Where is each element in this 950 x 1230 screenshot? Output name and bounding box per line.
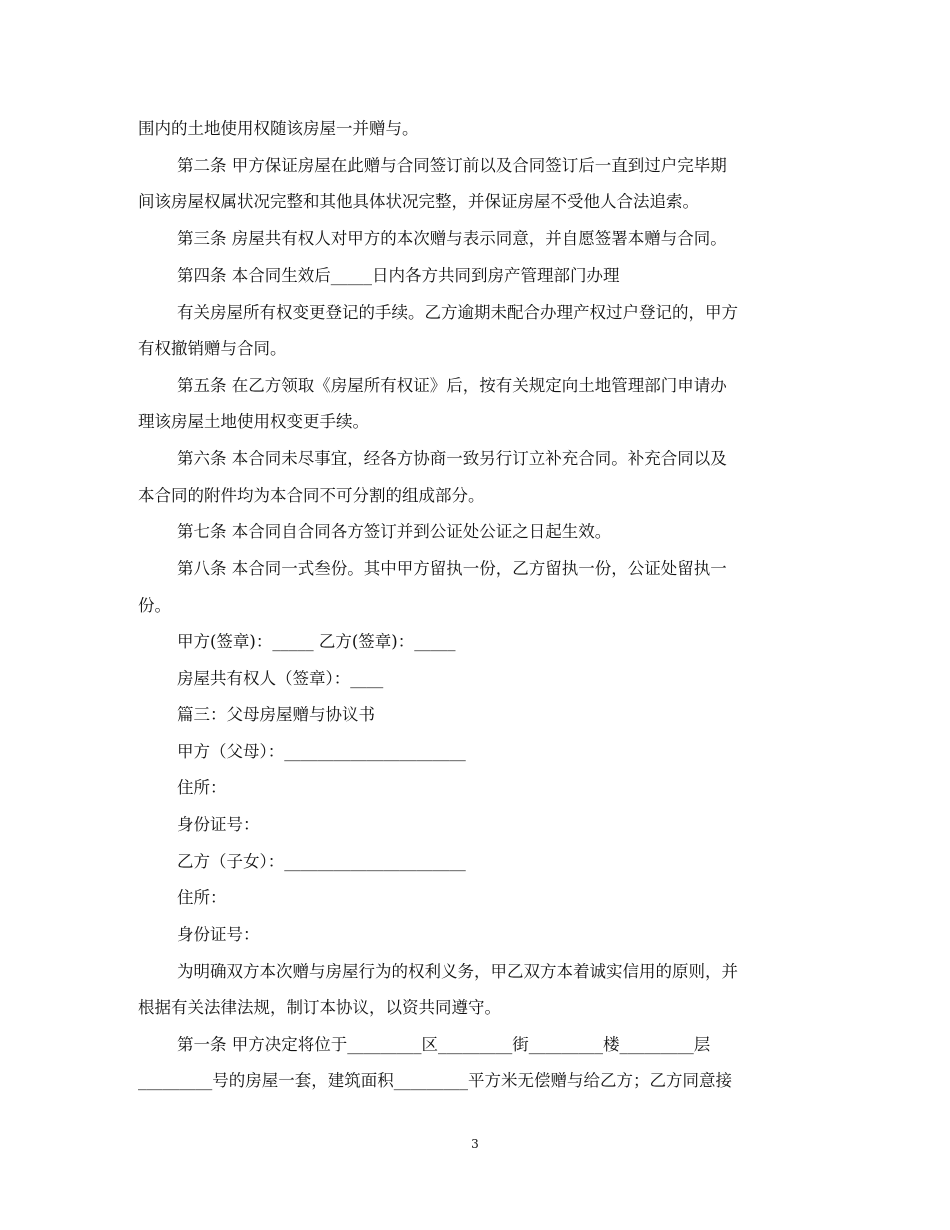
article-3-line: 第三条 房屋共有权人对甲方的本次赠与表示同意，并自愿签署本赠与合同。 bbox=[177, 229, 727, 248]
party-a-address-label: 住所： bbox=[177, 778, 227, 797]
co-owner-signature-line: 房屋共有权人（签章）：____ bbox=[177, 669, 384, 688]
preamble-line-1: 为明确双方本次赠与房屋行为的权利义务，甲乙双方本着诚实信用的原则，并 bbox=[177, 962, 738, 981]
article-5-line-2: 理该房屋土地使用权变更手续。 bbox=[138, 412, 369, 431]
preamble-line-2: 根据有关法律法规，制订本协议，以资共同遵守。 bbox=[138, 998, 501, 1017]
paragraph-line-1: 围内的土地使用权随该房屋一并赠与。 bbox=[138, 119, 419, 138]
party-b-field: 乙方（子女）：______________________ bbox=[177, 852, 466, 871]
agreement-article-1-line-2: _________号的房屋一套，建筑面积_________平方米无偿赠与给乙方；乙方同意接 bbox=[138, 1071, 732, 1090]
article-7-line: 第七条 本合同自合同各方签订并到公证处公证之日起生效。 bbox=[177, 522, 612, 541]
article-6-line-2: 本合同的附件均为本合同不可分割的组成部分。 bbox=[138, 486, 485, 505]
article-4-line-1: 第四条 本合同生效后_____日内各方共同到房产管理部门办理 bbox=[177, 266, 620, 285]
party-a-field: 甲方（父母）：______________________ bbox=[177, 742, 466, 761]
article-2-line-2: 间该房屋权属状况完整和其他具体状况完整，并保证房屋不受他人合法追索。 bbox=[138, 192, 699, 211]
article-5-line-1: 第五条 在乙方领取《房屋所有权证》后，按有关规定向土地管理部门申请办 bbox=[177, 376, 727, 395]
article-8-line-1: 第八条 本合同一式叁份。其中甲方留执一份，乙方留执一份，公证处留执一 bbox=[177, 559, 727, 578]
article-6-line-1: 第六条 本合同未尽事宜，经各方协商一致另行订立补充合同。补充合同以及 bbox=[177, 449, 727, 468]
article-4-line-2: 有关房屋所有权变更登记的手续。乙方逾期未配合办理产权过户登记的，甲方 bbox=[177, 303, 738, 322]
signature-line: 甲方(签章)：_____ 乙方(签章)：_____ bbox=[177, 632, 456, 651]
article-8-line-2: 份。 bbox=[138, 596, 171, 615]
agreement-article-1-line-1: 第一条 甲方决定将位于_________区_________街_________楼_________层 bbox=[177, 1035, 711, 1054]
party-a-id-label: 身份证号： bbox=[177, 815, 260, 834]
section-title: 篇三：父母房屋赠与协议书 bbox=[177, 705, 375, 724]
party-b-id-label: 身份证号： bbox=[177, 925, 260, 944]
article-2-line-1: 第二条 甲方保证房屋在此赠与合同签订前以及合同签订后一直到过户完毕期 bbox=[177, 156, 727, 175]
party-b-address-label: 住所： bbox=[177, 888, 227, 907]
article-4-line-3: 有权撤销赠与合同。 bbox=[138, 339, 287, 358]
page-number: 3 bbox=[471, 1137, 479, 1151]
